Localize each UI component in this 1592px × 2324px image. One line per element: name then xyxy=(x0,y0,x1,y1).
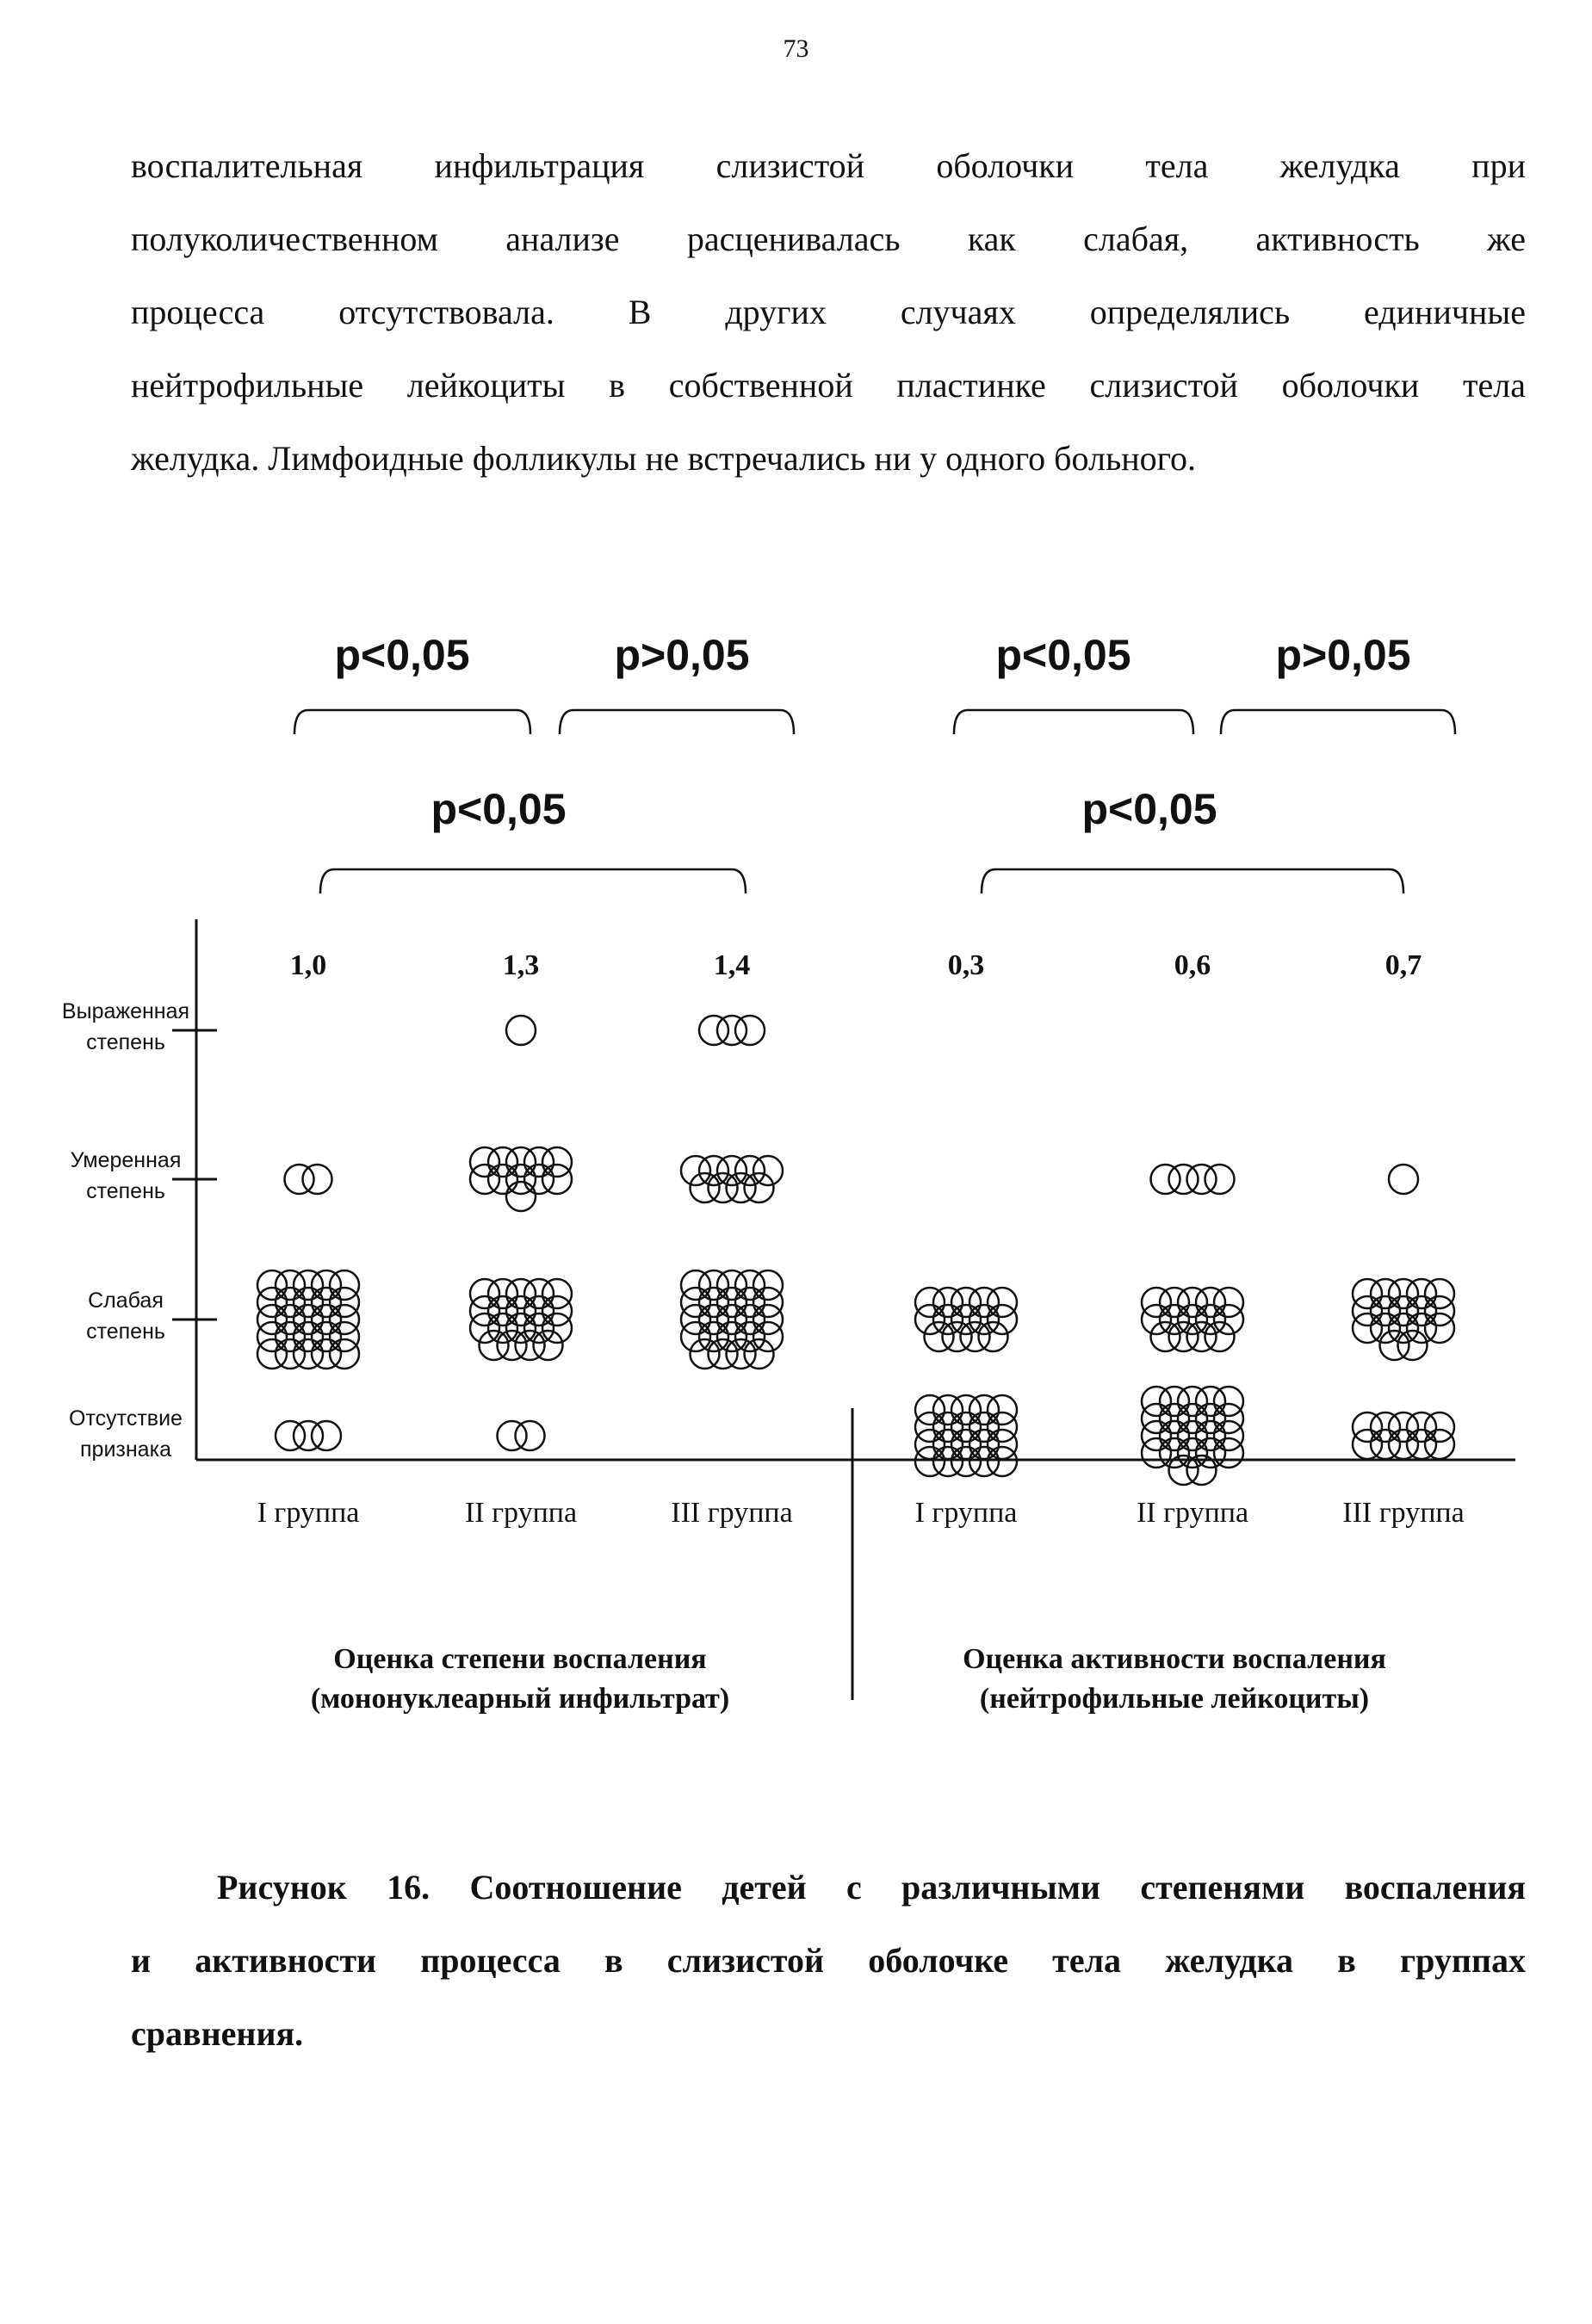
data-dot xyxy=(1178,1288,1207,1317)
data-dot xyxy=(915,1395,945,1425)
comparison-bracket xyxy=(1221,710,1455,734)
caption-line: и активности процесса в слизистой оболочке тела желудка в группах xyxy=(131,1941,1526,1980)
data-dot xyxy=(1425,1279,1454,1308)
panel-title: Оценка активности воспаления xyxy=(963,1643,1386,1675)
data-dot xyxy=(915,1305,945,1334)
data-dot xyxy=(681,1156,710,1185)
data-dot xyxy=(1389,1165,1418,1194)
data-dot xyxy=(542,1147,572,1177)
data-dot xyxy=(294,1339,323,1369)
data-dot xyxy=(285,1165,314,1194)
data-dot xyxy=(506,1313,536,1343)
group-mean-label: 0,7 xyxy=(1384,949,1422,981)
data-dot xyxy=(498,1421,527,1450)
data-dot xyxy=(1398,1331,1428,1360)
data-dot xyxy=(1389,1412,1418,1442)
panel-title: (мононуклеарный инфильтрат) xyxy=(310,1683,730,1715)
data-dot xyxy=(1353,1296,1382,1326)
data-dot xyxy=(506,1016,536,1045)
data-dot xyxy=(257,1305,287,1334)
data-dot xyxy=(1389,1430,1418,1459)
data-dot xyxy=(524,1165,554,1194)
data-dot xyxy=(735,1322,765,1351)
data-dot xyxy=(1178,1438,1207,1468)
data-dot xyxy=(1425,1412,1454,1442)
data-dot xyxy=(699,1322,728,1351)
data-dot xyxy=(1214,1387,1243,1416)
data-dot xyxy=(745,1339,774,1369)
data-dot xyxy=(524,1279,554,1308)
group-label: I группа xyxy=(914,1497,1018,1529)
data-dot xyxy=(1169,1322,1199,1351)
data-dot xyxy=(1169,1165,1199,1194)
data-dot xyxy=(951,1412,981,1442)
data-dot xyxy=(1196,1438,1225,1468)
data-dot xyxy=(969,1288,999,1317)
data-dot xyxy=(951,1305,981,1334)
comparison-bracket xyxy=(954,710,1193,734)
data-dot xyxy=(276,1270,305,1300)
body-line: полуколичественном анализе расценивалась как слабая, активность же xyxy=(131,219,1526,258)
data-dot xyxy=(1178,1404,1207,1433)
data-dot xyxy=(1407,1313,1436,1343)
data-dot xyxy=(699,1270,728,1300)
data-dot xyxy=(257,1270,287,1300)
data-dot xyxy=(979,1322,1008,1351)
data-dot xyxy=(1142,1421,1171,1450)
page-number: 73 xyxy=(783,34,809,63)
data-dot xyxy=(1353,1430,1382,1459)
data-dot xyxy=(699,1016,728,1045)
data-dot xyxy=(753,1270,783,1300)
p-value-label: p<0,05 xyxy=(334,631,470,679)
data-dot xyxy=(276,1421,305,1450)
data-dot xyxy=(470,1279,499,1308)
data-dot xyxy=(1353,1279,1382,1308)
data-dot xyxy=(312,1339,341,1369)
data-dot xyxy=(681,1322,710,1351)
data-dot xyxy=(542,1296,572,1326)
data-dot xyxy=(699,1288,728,1317)
data-dot xyxy=(488,1296,517,1326)
data-dot xyxy=(312,1322,341,1351)
data-dot xyxy=(1187,1322,1217,1351)
data-dot xyxy=(681,1270,710,1300)
data-dot xyxy=(516,1421,545,1450)
data-dot xyxy=(303,1165,332,1194)
data-dot xyxy=(312,1288,341,1317)
data-dot xyxy=(534,1331,563,1360)
data-dot xyxy=(276,1322,305,1351)
data-dot xyxy=(506,1147,536,1177)
data-dot xyxy=(969,1305,999,1334)
data-dot xyxy=(1142,1288,1171,1317)
data-dot xyxy=(691,1173,720,1202)
data-dot xyxy=(488,1313,517,1343)
p-value-label: p<0,05 xyxy=(995,631,1131,679)
data-dot xyxy=(312,1270,341,1300)
y-level-label: признака xyxy=(80,1437,171,1462)
data-dot xyxy=(933,1430,963,1459)
data-dot xyxy=(524,1296,554,1326)
data-dot xyxy=(988,1288,1017,1317)
data-dot xyxy=(1371,1412,1400,1442)
caption-line: Рисунок 16. Соотношение детей с различными степенями воспаления xyxy=(217,1868,1526,1907)
group-label: I группа xyxy=(257,1497,360,1529)
data-dot xyxy=(330,1339,359,1369)
data-dot xyxy=(542,1279,572,1308)
group-mean-label: 1,0 xyxy=(289,949,327,981)
data-dot xyxy=(1214,1404,1243,1433)
data-dot xyxy=(915,1412,945,1442)
data-dot xyxy=(969,1430,999,1459)
data-dot xyxy=(699,1305,728,1334)
data-dot xyxy=(516,1331,545,1360)
group-mean-label: 0,3 xyxy=(947,949,985,981)
y-level-label: степень xyxy=(86,1320,165,1344)
data-dot xyxy=(681,1288,710,1317)
data-dot xyxy=(294,1288,323,1317)
data-dot xyxy=(524,1313,554,1343)
data-dot xyxy=(1205,1165,1235,1194)
data-dot xyxy=(933,1288,963,1317)
y-level-label: Выраженная xyxy=(61,999,190,1023)
group-label: III группа xyxy=(671,1497,793,1529)
data-dot xyxy=(257,1339,287,1369)
data-dot xyxy=(276,1339,305,1369)
data-dot xyxy=(1178,1305,1207,1334)
data-dot xyxy=(717,1270,746,1300)
data-dot xyxy=(745,1173,774,1202)
data-dot xyxy=(961,1322,990,1351)
data-dot xyxy=(1178,1387,1207,1416)
panel-title: Оценка степени воспаления xyxy=(333,1643,707,1675)
data-dot xyxy=(735,1288,765,1317)
data-dot xyxy=(943,1322,972,1351)
data-dot xyxy=(1389,1313,1418,1343)
data-dot xyxy=(1205,1322,1235,1351)
data-dot xyxy=(1353,1412,1382,1442)
y-ticks xyxy=(172,1030,217,1320)
data-dot xyxy=(312,1421,341,1450)
data-dot xyxy=(470,1165,499,1194)
data-dot xyxy=(480,1331,509,1360)
data-dot xyxy=(276,1305,305,1334)
significance-annotations xyxy=(294,631,1455,893)
data-dot xyxy=(753,1288,783,1317)
data-dot xyxy=(951,1395,981,1425)
data-dot xyxy=(925,1322,954,1351)
data-dot xyxy=(1407,1430,1436,1459)
y-level-label: Слабая xyxy=(88,1289,164,1313)
data-dot xyxy=(681,1305,710,1334)
p-value-label: p>0,05 xyxy=(1275,631,1411,679)
data-dot xyxy=(969,1412,999,1442)
data-dot xyxy=(470,1147,499,1177)
data-dot xyxy=(257,1288,287,1317)
y-level-label: Умеренная xyxy=(70,1148,182,1172)
data-dot xyxy=(717,1016,746,1045)
data-dot xyxy=(1353,1313,1382,1343)
data-dot xyxy=(717,1288,746,1317)
data-dot xyxy=(727,1339,756,1369)
data-dot xyxy=(988,1430,1017,1459)
data-dot xyxy=(1196,1288,1225,1317)
data-dot xyxy=(1407,1279,1436,1308)
data-dot xyxy=(969,1447,999,1476)
body-line: процесса отсутствовала. В других случаях определялись единичные xyxy=(131,293,1526,331)
data-dot xyxy=(506,1296,536,1326)
data-dot xyxy=(951,1288,981,1317)
data-dot xyxy=(330,1270,359,1300)
data-dot xyxy=(915,1288,945,1317)
data-dot xyxy=(735,1156,765,1185)
data-dot xyxy=(735,1016,765,1045)
data-dot xyxy=(717,1305,746,1334)
body-line: нейтрофильные лейкоциты в собственной пластинке слизистой оболочки тела xyxy=(131,366,1526,405)
data-dot xyxy=(1142,1305,1171,1334)
p-value-label: p<0,05 xyxy=(1081,785,1217,833)
data-dot xyxy=(1389,1279,1418,1308)
data-dot xyxy=(542,1313,572,1343)
data-dot xyxy=(1196,1305,1225,1334)
data-dot xyxy=(1196,1404,1225,1433)
data-dot xyxy=(1142,1387,1171,1416)
data-dot xyxy=(294,1305,323,1334)
data-dot xyxy=(951,1447,981,1476)
data-dot xyxy=(988,1395,1017,1425)
data-dot xyxy=(1407,1296,1436,1326)
p-value-label: p>0,05 xyxy=(614,631,750,679)
data-dot xyxy=(753,1156,783,1185)
data-dot xyxy=(933,1395,963,1425)
data-dot xyxy=(691,1339,720,1369)
data-dot xyxy=(330,1305,359,1334)
y-level-label: Отсутствие xyxy=(69,1406,183,1431)
data-dot xyxy=(709,1339,738,1369)
data-dot xyxy=(470,1296,499,1326)
data-dot xyxy=(257,1322,287,1351)
group-label: II группа xyxy=(1136,1497,1249,1529)
dot-marks xyxy=(257,1016,1454,1485)
data-dot xyxy=(294,1270,323,1300)
data-dot xyxy=(988,1412,1017,1442)
data-dot xyxy=(1160,1305,1189,1334)
data-dot xyxy=(1371,1430,1400,1459)
data-dot xyxy=(1214,1421,1243,1450)
data-dot xyxy=(1160,1288,1189,1317)
data-dot xyxy=(1407,1412,1436,1442)
data-dot xyxy=(699,1156,728,1185)
data-dot xyxy=(498,1331,527,1360)
data-dot xyxy=(276,1288,305,1317)
data-dot xyxy=(915,1430,945,1459)
data-dot xyxy=(727,1173,756,1202)
data-dot xyxy=(1425,1430,1454,1459)
data-dot xyxy=(312,1305,341,1334)
body-line: желудка. Лимфоидные фолликулы не встречались ни у одного больного. xyxy=(131,439,1197,478)
data-dot xyxy=(1371,1313,1400,1343)
data-dot xyxy=(1151,1322,1180,1351)
data-dot xyxy=(1214,1305,1243,1334)
data-dot xyxy=(1214,1288,1243,1317)
data-dot xyxy=(1142,1404,1171,1433)
data-dot xyxy=(1425,1296,1454,1326)
data-dot xyxy=(1160,1387,1189,1416)
data-dot xyxy=(1196,1421,1225,1450)
group-label: II группа xyxy=(464,1497,578,1529)
data-dot xyxy=(988,1305,1017,1334)
data-dot xyxy=(542,1165,572,1194)
data-dot xyxy=(709,1173,738,1202)
group-label: III группа xyxy=(1342,1497,1465,1529)
data-dot xyxy=(470,1313,499,1343)
data-dot xyxy=(1425,1313,1454,1343)
body-line: воспалительная инфильтрация слизистой оболочки тела желудка при xyxy=(131,146,1526,185)
comparison-bracket xyxy=(560,710,794,734)
data-dot xyxy=(294,1322,323,1351)
data-dot xyxy=(988,1447,1017,1476)
data-dot xyxy=(488,1147,517,1177)
data-dot xyxy=(1371,1296,1400,1326)
data-dot xyxy=(506,1182,536,1211)
data-dot xyxy=(1214,1438,1243,1468)
data-dot xyxy=(330,1288,359,1317)
data-dot xyxy=(1151,1165,1180,1194)
data-dot xyxy=(1196,1387,1225,1416)
comparison-bracket xyxy=(294,710,530,734)
data-dot xyxy=(1160,1438,1189,1468)
p-value-label: p<0,05 xyxy=(431,785,567,833)
figure-caption xyxy=(131,1851,1526,2070)
data-dot xyxy=(735,1270,765,1300)
data-dot xyxy=(1160,1404,1189,1433)
data-dot xyxy=(933,1447,963,1476)
data-dot xyxy=(1389,1296,1418,1326)
data-dot xyxy=(488,1165,517,1194)
data-dot xyxy=(1187,1165,1217,1194)
data-dot xyxy=(1380,1331,1409,1360)
data-dot xyxy=(753,1305,783,1334)
data-dot xyxy=(717,1322,746,1351)
data-dot xyxy=(330,1322,359,1351)
data-dot xyxy=(524,1147,554,1177)
comparison-bracket xyxy=(982,869,1403,893)
data-dot xyxy=(969,1395,999,1425)
data-dot xyxy=(294,1421,323,1450)
y-level-label: степень xyxy=(86,1030,165,1054)
data-dot xyxy=(1160,1421,1189,1450)
data-dot xyxy=(1371,1279,1400,1308)
caption-line: сравнения. xyxy=(131,2014,304,2053)
data-dot xyxy=(1142,1438,1171,1468)
data-dot xyxy=(951,1430,981,1459)
data-dot xyxy=(1178,1421,1207,1450)
data-dot xyxy=(506,1165,536,1194)
y-level-label: степень xyxy=(86,1179,165,1203)
data-dot xyxy=(717,1156,746,1185)
data-dot xyxy=(506,1279,536,1308)
data-dot xyxy=(915,1447,945,1476)
group-mean-label: 1,3 xyxy=(502,949,540,981)
data-dot xyxy=(488,1279,517,1308)
data-dot xyxy=(933,1305,963,1334)
chart-axes xyxy=(196,919,1515,1700)
comparison-bracket xyxy=(320,869,746,893)
panel-title: (нейтрофильные лейкоциты) xyxy=(979,1683,1370,1715)
group-mean-label: 0,6 xyxy=(1174,949,1211,981)
group-mean-label: 1,4 xyxy=(713,949,751,981)
data-dot xyxy=(735,1305,765,1334)
data-dot xyxy=(933,1412,963,1442)
data-dot xyxy=(753,1322,783,1351)
